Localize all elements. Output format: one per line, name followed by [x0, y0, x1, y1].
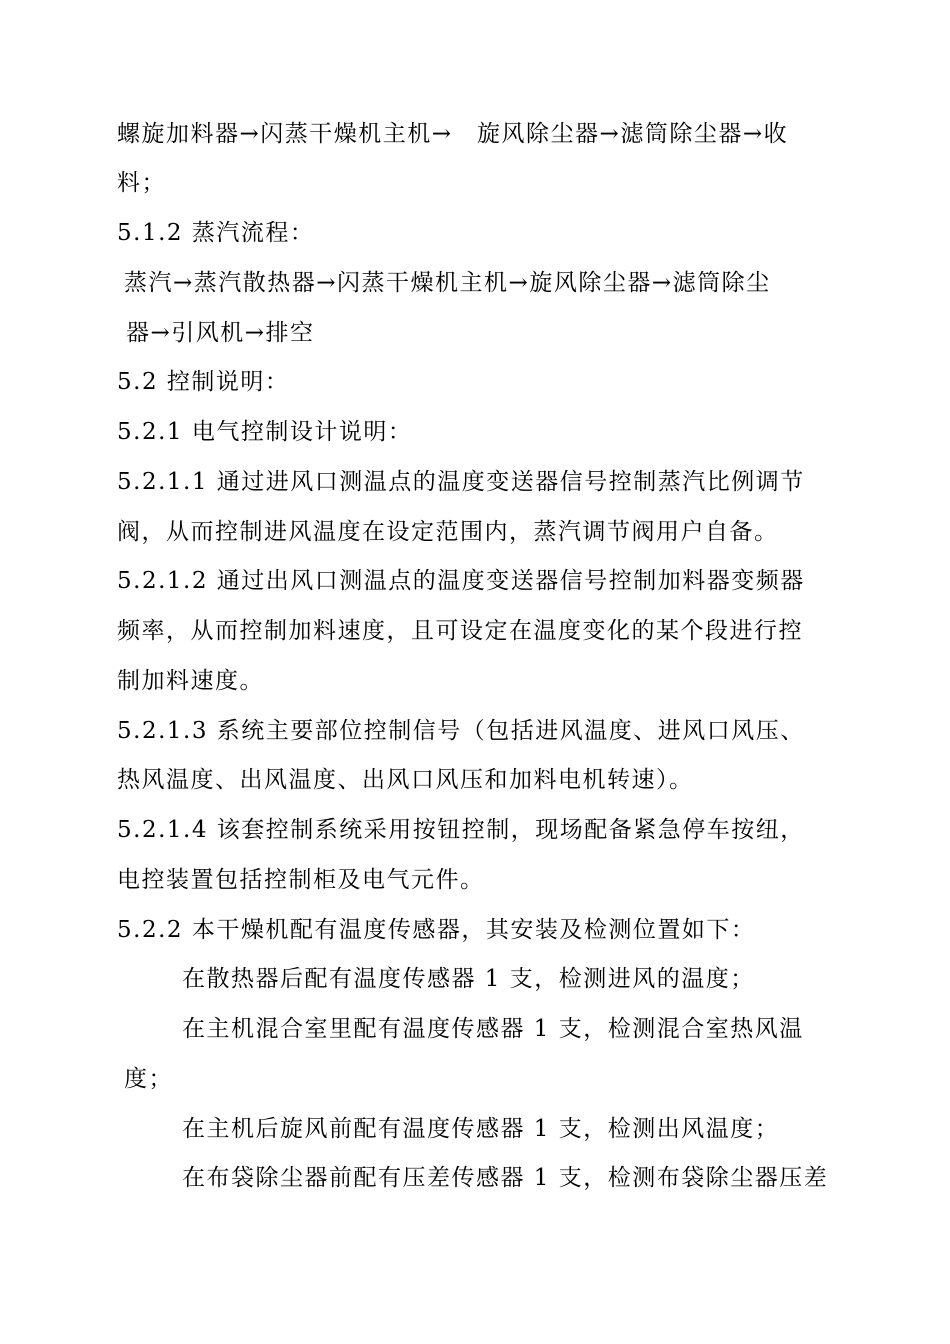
text-line: 制加料速度。	[117, 668, 264, 694]
text-line: 度；	[124, 1066, 173, 1092]
text-line: 5.2.1.1 通过进风口测温点的温度变送器信号控制蒸汽比例调节	[117, 469, 805, 495]
text-line: 5.2.1.4 该套控制系统采用按钮控制，现场配备紧急停车按纽，	[117, 817, 805, 843]
section-heading: 5.2.2 本干燥机配有温度传感器，其安装及检测位置如下：	[117, 917, 756, 943]
text-line: 器→引风机→排空	[126, 320, 315, 346]
text-line: 电控装置包括控制柜及电气元件。	[117, 867, 485, 893]
text-line: 热风温度、出风温度、出风口风压和加料电机转速）。	[117, 767, 694, 793]
text-line: 螺旋加料器→闪蒸干燥机主机→ 旋风除尘器→滤筒除尘器→收	[117, 121, 789, 147]
text-line: 阀，从而控制进风温度在设定范围内，蒸汽调节阀用户自备。	[117, 519, 779, 545]
text-line: 在主机后旋风前配有温度传感器 1 支，检测出风温度；	[182, 1116, 780, 1142]
text-line: 在主机混合室里配有温度传感器 1 支，检测混合室热风温	[182, 1016, 804, 1042]
section-heading: 5.1.2 蒸汽流程：	[117, 220, 315, 246]
text-line: 频率，从而控制加料速度，且可设定在温度变化的某个段进行控	[117, 618, 803, 644]
text-line: 在布袋除尘器前配有压差传感器 1 支，检测布袋除尘器压差	[182, 1165, 829, 1191]
text-line: 5.2.1.2 通过出风口测温点的温度变送器信号控制加料器变频器	[117, 568, 805, 594]
text-line: 在散热器后配有温度传感器 1 支，检测进风的温度；	[182, 966, 755, 992]
section-heading: 5.2 控制说明：	[117, 369, 290, 395]
section-heading: 5.2.1 电气控制设计说明：	[117, 419, 413, 445]
text-line: 料；	[117, 170, 166, 196]
text-line: 蒸汽→蒸汽散热器→闪蒸干燥机主机→旋风除尘器→滤筒除尘	[124, 270, 771, 296]
text-line: 5.2.1.3 系统主要部位控制信号（包括进风温度、进风口风压、	[117, 718, 805, 744]
